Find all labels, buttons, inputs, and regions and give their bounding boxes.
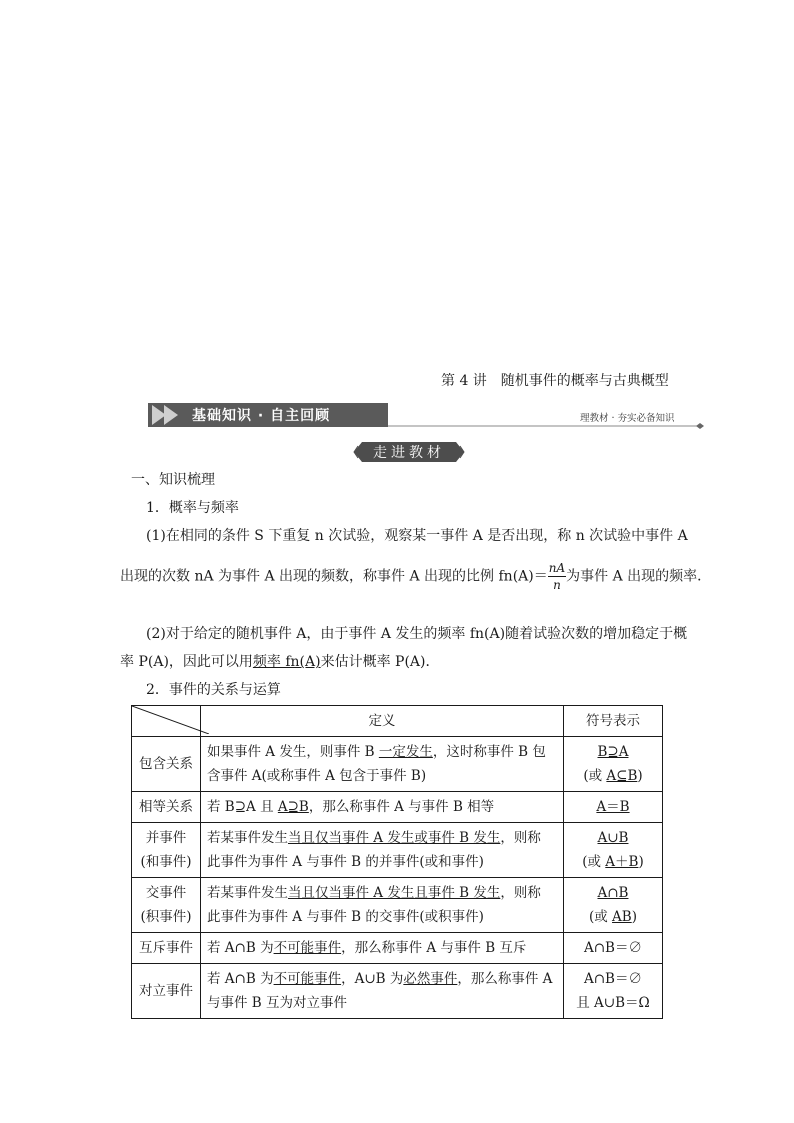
section-badge bbox=[352, 440, 466, 464]
definition-segment: 若 B⊇A 且 bbox=[207, 799, 278, 815]
symbol-segment: A＋B bbox=[605, 854, 639, 870]
table-header-row bbox=[132, 706, 663, 737]
item1-line2-start: 出现的次数 nA 为事件 A 出现的频数，称事件 A 出现的比例 fn(A)＝ bbox=[120, 568, 548, 585]
definition-segment: 此事件为事件 A 与事件 B 的并事件(或和事件) bbox=[207, 854, 484, 870]
item1-title: 1．概率与频率 bbox=[146, 500, 239, 516]
definition-segment: 如果事件 A 发生，则事件 B bbox=[207, 744, 379, 760]
definition-segment: ，那么称事件 A 与事件 B 互斥 bbox=[341, 940, 527, 956]
event-name: 并事件 bbox=[145, 830, 187, 846]
definition-segment: 若某事件发生 bbox=[207, 830, 288, 846]
event-name-cell bbox=[132, 823, 201, 878]
header-definition: 定义 bbox=[201, 706, 564, 737]
definition-segment: ，则称 bbox=[500, 830, 541, 846]
symbol-segment: A∩B＝∅ bbox=[584, 971, 642, 987]
item1-p2-start: 率 P(A)，因此可以用 bbox=[120, 654, 253, 670]
event-name-cell bbox=[132, 792, 201, 823]
definition-cell bbox=[201, 933, 564, 964]
event-relations-table bbox=[131, 705, 663, 1019]
table-row bbox=[132, 792, 663, 823]
item1-p2-underlined: 频率 fn(A) bbox=[252, 654, 321, 670]
definition-segment: 当且仅当事件 A 发生或事件 B 发生 bbox=[288, 830, 501, 846]
definition-cell bbox=[201, 878, 564, 933]
symbol-segment: B⊇A bbox=[597, 744, 629, 760]
event-alias: (积事件) bbox=[140, 909, 192, 925]
definition-segment: A⊇B bbox=[277, 799, 309, 815]
badge-label: 走进教材 bbox=[373, 445, 445, 461]
symbol-segment: ) bbox=[638, 854, 644, 870]
table-row bbox=[132, 737, 663, 792]
definition-segment: 与事件 B 互为对立事件 bbox=[207, 995, 348, 1011]
symbol-segment: (或 bbox=[583, 768, 607, 784]
table-row bbox=[132, 878, 663, 933]
item1-paragraph1-line1: (1)在相同的条件 S 下重复 n 次试验，观察某一事件 A 是否出现，称 n 次试验中事件 A bbox=[146, 528, 688, 544]
header-symbol: 符号表示 bbox=[564, 706, 663, 737]
table-row bbox=[132, 933, 663, 964]
definition-segment: ，则称 bbox=[500, 885, 541, 901]
symbol-segment: AB bbox=[612, 909, 632, 925]
definition-cell bbox=[201, 823, 564, 878]
symbol-cell bbox=[564, 933, 663, 964]
event-name: 包含关系 bbox=[139, 756, 193, 772]
section-banner bbox=[148, 401, 708, 429]
definition-segment: 若 A∩B 为 bbox=[207, 940, 274, 956]
symbol-segment: A∩B＝∅ bbox=[584, 940, 642, 956]
symbol-segment: A∪B bbox=[597, 830, 629, 846]
definition-cell bbox=[201, 964, 564, 1019]
lesson-title: 第 4 讲 随机事件的概率与古典概型 bbox=[441, 373, 669, 389]
symbol-segment: A＝B bbox=[596, 799, 630, 815]
definition-segment: 一定发生 bbox=[378, 744, 433, 760]
banner-subtitle: 理教材 · 夯实必备知识 bbox=[580, 413, 675, 424]
definition-segment: 不可能事件 bbox=[273, 971, 342, 987]
item2-title: 2．事件的关系与运算 bbox=[146, 682, 281, 698]
symbol-segment: ) bbox=[637, 768, 643, 784]
symbol-segment: A⊆B bbox=[606, 768, 638, 784]
definition-segment: 当且仅当事件 A 发生且事件 B 发生 bbox=[288, 885, 501, 901]
event-name-cell bbox=[132, 964, 201, 1019]
event-alias: (和事件) bbox=[140, 854, 192, 870]
item1-line2-end: 为事件 A 出现的频率． bbox=[566, 568, 712, 585]
frequency-fraction bbox=[548, 560, 566, 593]
section-heading: 一、知识梳理 bbox=[131, 472, 215, 488]
item1-paragraph2-line2 bbox=[120, 652, 440, 672]
fraction-numerator: nA bbox=[548, 561, 566, 575]
definition-segment: ，A∪B 为 bbox=[341, 971, 404, 987]
definition-segment: 不可能事件 bbox=[273, 940, 342, 956]
symbol-segment: A∩B bbox=[597, 885, 629, 901]
definition-segment: ，这时称事件 B 包 bbox=[432, 744, 546, 760]
definition-segment: 若 A∩B 为 bbox=[207, 971, 274, 987]
symbol-segment: ) bbox=[631, 909, 637, 925]
definition-cell bbox=[201, 792, 564, 823]
symbol-cell bbox=[564, 792, 663, 823]
symbol-cell bbox=[564, 964, 663, 1019]
banner-label: 基础知识 · 自主回顾 bbox=[192, 408, 331, 424]
definition-segment: 若某事件发生 bbox=[207, 885, 288, 901]
symbol-segment: (或 bbox=[582, 854, 606, 870]
definition-segment: ，那么称事件 A 与事件 B 相等 bbox=[308, 799, 495, 815]
symbol-cell bbox=[564, 737, 663, 792]
definition-segment: 必然事件 bbox=[403, 971, 458, 987]
event-name: 相等关系 bbox=[139, 799, 193, 815]
definition-segment: ，那么称事件 A bbox=[457, 971, 553, 987]
symbol-cell bbox=[564, 823, 663, 878]
symbol-segment: (或 bbox=[588, 909, 613, 925]
event-name-cell bbox=[132, 878, 201, 933]
corner-diagonal bbox=[132, 706, 209, 734]
definition-segment: 含事件 A(或称事件 A 包含于事件 B) bbox=[207, 768, 427, 784]
table-row bbox=[132, 823, 663, 878]
table-body bbox=[132, 706, 663, 1019]
fraction-denominator: n bbox=[553, 578, 561, 592]
definition-segment: 此事件为事件 A 与事件 B 的交事件(或积事件) bbox=[207, 909, 484, 925]
item1-paragraph2-line1: (2)对于给定的随机事件 A，由于事件 A 发生的频率 fn(A)随着试验次数的增加稳定于概 bbox=[146, 626, 688, 642]
event-name: 对立事件 bbox=[139, 983, 193, 999]
table-row bbox=[132, 964, 663, 1019]
symbol-segment: 且 A∪B＝Ω bbox=[576, 995, 650, 1011]
event-name: 交事件 bbox=[145, 885, 187, 901]
item1-paragraph1-line2 bbox=[120, 560, 711, 593]
event-name-cell bbox=[132, 933, 201, 964]
event-name: 互斥事件 bbox=[139, 940, 193, 956]
event-name-cell bbox=[132, 737, 201, 792]
symbol-cell bbox=[564, 878, 663, 933]
corner-cell bbox=[132, 706, 201, 737]
definition-cell bbox=[201, 737, 564, 792]
item1-p2-end: 来估计概率 P(A)． bbox=[320, 654, 440, 670]
